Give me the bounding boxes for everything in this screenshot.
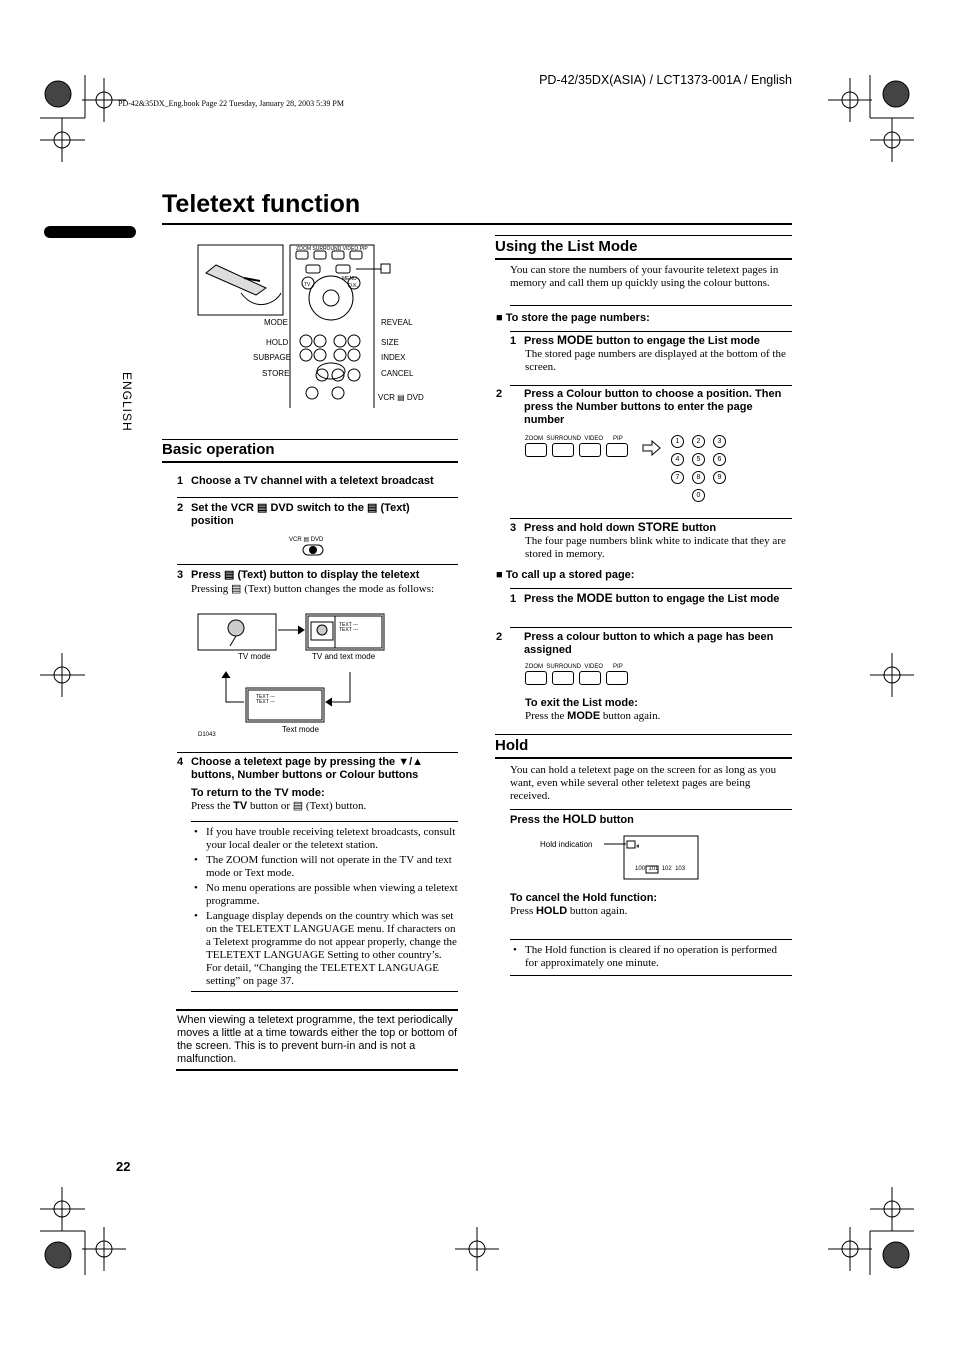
svg-text:MENU: MENU (342, 276, 357, 282)
rule (495, 757, 792, 759)
rule (191, 991, 458, 992)
hold-page-numbers: 100 101 102 103 (635, 866, 686, 872)
number-button[interactable]: 0 (692, 489, 705, 502)
rule (176, 1009, 458, 1011)
model-line: PD-42/35DX(ASIA) / LCT1373-001A / English (539, 73, 792, 87)
page-number: 22 (116, 1159, 131, 1174)
number-keypad (670, 434, 730, 506)
number-button[interactable]: 5 (692, 453, 705, 466)
rule (510, 939, 792, 940)
hold-cancel-desc: Press HOLD button again. (510, 905, 628, 917)
title-rule (162, 223, 792, 225)
rule (510, 305, 792, 306)
rule (510, 809, 792, 810)
label-hold: HOLD (266, 338, 289, 347)
label-store: STORE (262, 369, 290, 378)
yellow-button[interactable] (579, 671, 601, 685)
basic-heading: Basic operation (162, 441, 275, 458)
label-cancel: CANCEL (381, 369, 414, 378)
switch-label: VCR ▤ DVD (289, 537, 324, 543)
number-button[interactable]: 8 (692, 471, 705, 484)
rule (176, 1069, 458, 1071)
label-index: INDEX (381, 353, 406, 362)
blue-button[interactable] (606, 443, 628, 457)
green-button[interactable] (552, 671, 574, 685)
green-button[interactable] (552, 443, 574, 457)
number-button[interactable]: 1 (671, 435, 684, 448)
diagram-code: D1043 (198, 732, 216, 738)
rule (177, 752, 458, 753)
svg-text:TEXT ---: TEXT --- (339, 627, 359, 633)
note-item: • If you have trouble receiving teletext broadcasts, consult your local dealer or the teletext station. (192, 826, 458, 852)
svg-text:TEXT ---: TEXT --- (256, 699, 276, 705)
note-item: • No menu operations are possible when viewing a teletext programme. (192, 882, 458, 908)
mode-tv-label: TV mode (238, 652, 271, 661)
rule (177, 564, 458, 565)
basic-step-2: 2 Set the VCR ▤ DVD switch to the ▤ (Text) position (177, 502, 410, 527)
label-subpage: SUBPAGE (253, 353, 292, 362)
list-step-1-desc: The stored page numbers are displayed at the bottom of the screen. (525, 348, 786, 373)
svg-text:⏸: ⏸ (636, 843, 640, 850)
label-mode: MODE (264, 318, 288, 327)
svg-text:ZOOM SURROUND VIDEO PIP: ZOOM SURROUND VIDEO PIP (296, 246, 368, 252)
svg-text:TEXT ---: TEXT --- (339, 622, 359, 628)
colour-buttons (525, 443, 633, 462)
note-item: • The Hold function is cleared if no operation is performed for approximately one minute. (511, 944, 792, 970)
basic-step-4: 4 Choose a teletext page by pressing the ▼/▲ buttons, Number buttons or Colour buttons (177, 756, 424, 781)
number-button[interactable]: 9 (713, 471, 726, 484)
svg-text:O.K.: O.K. (348, 283, 359, 289)
hold-cancel-heading: To cancel the Hold function: (510, 892, 658, 904)
call-heading: ■ To call up a stored page: (496, 569, 635, 581)
svg-text:TEXT ---: TEXT --- (256, 694, 276, 700)
red-button[interactable] (525, 443, 547, 457)
hold-note-list (511, 944, 792, 972)
basic-step-3: 3 Press ▤ (Text) button to display the teletext (177, 569, 420, 581)
svg-text:TV: TV (304, 282, 311, 288)
red-button[interactable] (525, 671, 547, 685)
rule (510, 331, 792, 332)
colour-button-labels-2: ZOOM SURROUND VIDEO PIP (525, 664, 623, 670)
rule (191, 821, 458, 822)
store-heading: ■ To store the page numbers: (496, 312, 650, 324)
rule (510, 588, 792, 589)
list-step-3: 3 Press and hold down STORE button (510, 520, 717, 534)
exit-desc: Press the MODE button again. (525, 710, 661, 722)
list-step-1: 1 Press MODE button to engage the List mode (510, 333, 760, 347)
rule (495, 258, 792, 260)
note-item: • The ZOOM function will not operate in the TV and text mode or Text mode. (192, 854, 458, 880)
colour-button-labels: ZOOM SURROUND VIDEO PIP (525, 436, 623, 442)
mode-tv-text-label: TV and text mode (312, 652, 376, 661)
caution-text: When viewing a teletext programme, the text periodically moves a little at a time towards either the top or bottom of the screen. This is to prevent burn-in and is not a malfunction. (177, 1014, 458, 1065)
side-label: ENGLISH (120, 372, 134, 432)
blue-button[interactable] (606, 671, 628, 685)
label-reveal: REVEAL (381, 318, 413, 327)
notes-list (192, 826, 458, 990)
call-step-1: 1 Press the MODE button to engage the List mode (510, 591, 780, 605)
hold-screen (604, 835, 700, 881)
note-item: • Language display depends on the country which was set on the TELETEXT LANGUAGE menu. If characters on a Teletext programme do not appear properly, change the TELETEXT LANGUAGE Setting to other country’s. For detail, “Changing the TELETEXT LANGUAGE setting” on page 37. (192, 910, 458, 988)
rule (510, 627, 792, 628)
rule (162, 439, 458, 440)
rule (510, 385, 792, 386)
mode-diagram (196, 610, 388, 740)
page-title: Teletext function (162, 190, 361, 218)
number-button[interactable]: 4 (671, 453, 684, 466)
basic-step-1: 1 Choose a TV channel with a teletext broadcast (177, 475, 434, 487)
hold-press: Press the HOLD button (510, 812, 634, 826)
section-tab (44, 226, 136, 238)
number-button[interactable]: 6 (713, 453, 726, 466)
number-button[interactable]: 3 (713, 435, 726, 448)
rule (495, 235, 792, 236)
hold-indication-label: Hold indication (540, 840, 593, 849)
rule (510, 975, 792, 976)
yellow-button[interactable] (579, 443, 601, 457)
number-button[interactable]: 7 (671, 471, 684, 484)
rule (177, 497, 458, 498)
label-size: SIZE (381, 338, 399, 347)
list-heading: Using the List Mode (495, 238, 638, 255)
label-vcr: VCR ▤ DVD (378, 393, 424, 402)
switch-icon (302, 544, 324, 556)
return-heading: To return to the TV mode: (191, 787, 325, 799)
colour-buttons-2 (525, 671, 633, 690)
return-desc: Press the TV button or ▤ (Text) button. (191, 800, 367, 812)
mode-text-label: Text mode (282, 725, 319, 734)
basic-step-3-desc: Pressing ▤ (Text) button changes the mode as follows: (191, 583, 435, 595)
rule (162, 461, 458, 463)
list-step-3-desc: The four page numbers blink white to indicate that they are stored in memory. (525, 535, 786, 560)
hold-heading: Hold (495, 737, 529, 754)
arrow-right-icon (642, 440, 662, 456)
number-button[interactable]: 2 (692, 435, 705, 448)
exit-heading: To exit the List mode: (525, 697, 638, 709)
rule (495, 734, 792, 735)
rule (510, 518, 792, 519)
hold-intro: You can hold a teletext page on the screen for as long as you want, even while several other teletext pages are being received. (510, 764, 777, 802)
call-step-2: 2 Press a colour button to which a page has been assigned (496, 631, 774, 656)
book-line: PD-42&35DX_Eng.book Page 22 Tuesday, January 28, 2003 5:39 PM (118, 99, 344, 108)
list-intro: You can store the numbers of your favourite teletext pages in memory and call them up quickly using the colour buttons. (510, 264, 779, 289)
list-step-2: 2 Press a Colour button to choose a position. Then press the Number buttons to enter the page number (496, 388, 782, 426)
